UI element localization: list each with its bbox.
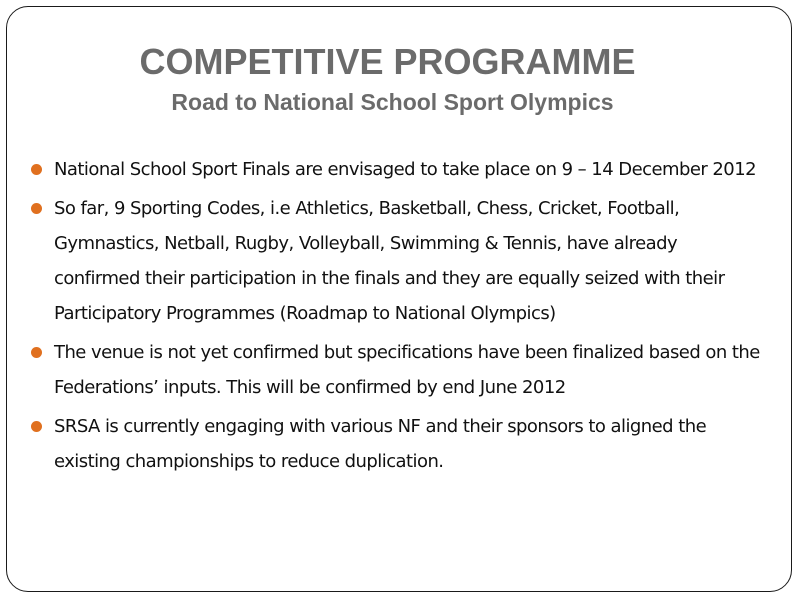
bullet-text: The venue is not yet confirmed but specifications have been finalized based on the Federations’ inputs. This will be confirmed by end June 2012 xyxy=(54,342,760,398)
bullet-marker-icon xyxy=(31,421,42,432)
bullet-item xyxy=(30,191,765,331)
bullet-text: SRSA is currently engaging with various NF and their sponsors to aligned the existing championships to reduce duplication. xyxy=(54,416,707,472)
bullet-item xyxy=(30,409,765,479)
bullet-marker-icon xyxy=(31,347,42,358)
bullet-list xyxy=(30,152,765,483)
bullet-item xyxy=(30,335,765,405)
bullet-item xyxy=(30,152,765,187)
bullet-marker-icon xyxy=(31,203,42,214)
bullet-text: So far, 9 Sporting Codes, i.e Athletics, Basketball, Chess, Cricket, Football, Gymnastics, Netball, Rugby, Volleyball, Swimming & Tennis, have already confirmed their participation in the finals and they are equally seized with their Participatory Programmes (Roadmap to National Olympics) xyxy=(54,198,725,324)
slide-title: COMPETITIVE PROGRAMME xyxy=(139,41,636,82)
slide-subtitle: Road to National School Sport Olympics xyxy=(171,89,614,115)
bullet-marker-icon xyxy=(31,164,42,175)
bullet-text: National School Sport Finals are envisaged to take place on 9 – 14 December 2012 xyxy=(54,159,756,180)
